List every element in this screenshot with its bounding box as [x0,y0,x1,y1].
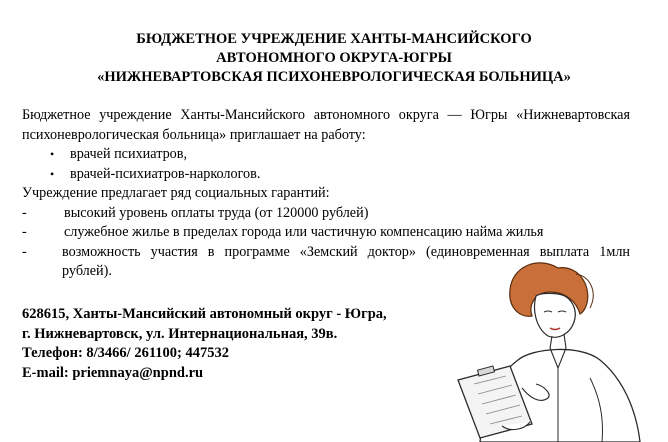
header-line-3: «НИЖНЕВАРТОВСКАЯ ПСИХОНЕВРОЛОГИЧЕСКАЯ БОЛЬНИЦА» [97,69,571,85]
intro-paragraph: Бюджетное учреждение Ханты-Мансийского автономного округа — Югры «Нижневартовская психоневрологическая больница» приглашает на работу: [22,107,630,143]
bullet-icon: • [50,166,55,181]
vacancy-text: врачей-психиатров-наркологов. [70,165,261,182]
dash-icon: - [22,224,27,240]
nurse-with-clipboard-illustration [440,248,668,442]
address-line-1: 628615, Ханты-Мансийский автономный округ - Югра, [22,306,387,322]
vacancy-list [22,145,630,184]
guarantee-text: высокий уровень оплаты труда (от 120000 рублей) [64,204,369,221]
document-header [0,30,668,87]
vacancy-text: врачей психиатров, [70,146,187,162]
bullet-icon: • [50,147,55,161]
header-line-2: АВТОНОМНОГО ОКРУГА-ЮГРЫ [216,50,452,66]
guarantee-item [22,204,630,224]
vacancy-item [22,145,630,165]
guarantee-text: служебное жилье в пределах города или частичную компенсацию найма жилья [64,224,544,240]
contact-block [22,305,387,383]
guarantee-text: возможность участия в программе «Земский доктор» (единовременная выплата 1млн рублей). [62,243,630,279]
dash-icon: - [22,204,27,221]
phone-line: Телефон: 8/3466/ 261100; 447532 [22,345,229,361]
header-line-1: БЮДЖЕТНОЕ УЧРЕЖДЕНИЕ ХАНТЫ-МАНСИЙСКОГО [136,31,532,47]
vacancy-item [22,165,630,185]
address-line-2: г. Нижневартовск, ул. Интернациональная, 39в. [22,325,338,342]
email-line: E-mail: priemnaya@npnd.ru [22,364,204,381]
guarantee-item [22,223,630,243]
guarantees-title: Учреждение предлагает ряд социальных гарантий: [22,185,330,201]
dash-icon: - [22,243,27,260]
